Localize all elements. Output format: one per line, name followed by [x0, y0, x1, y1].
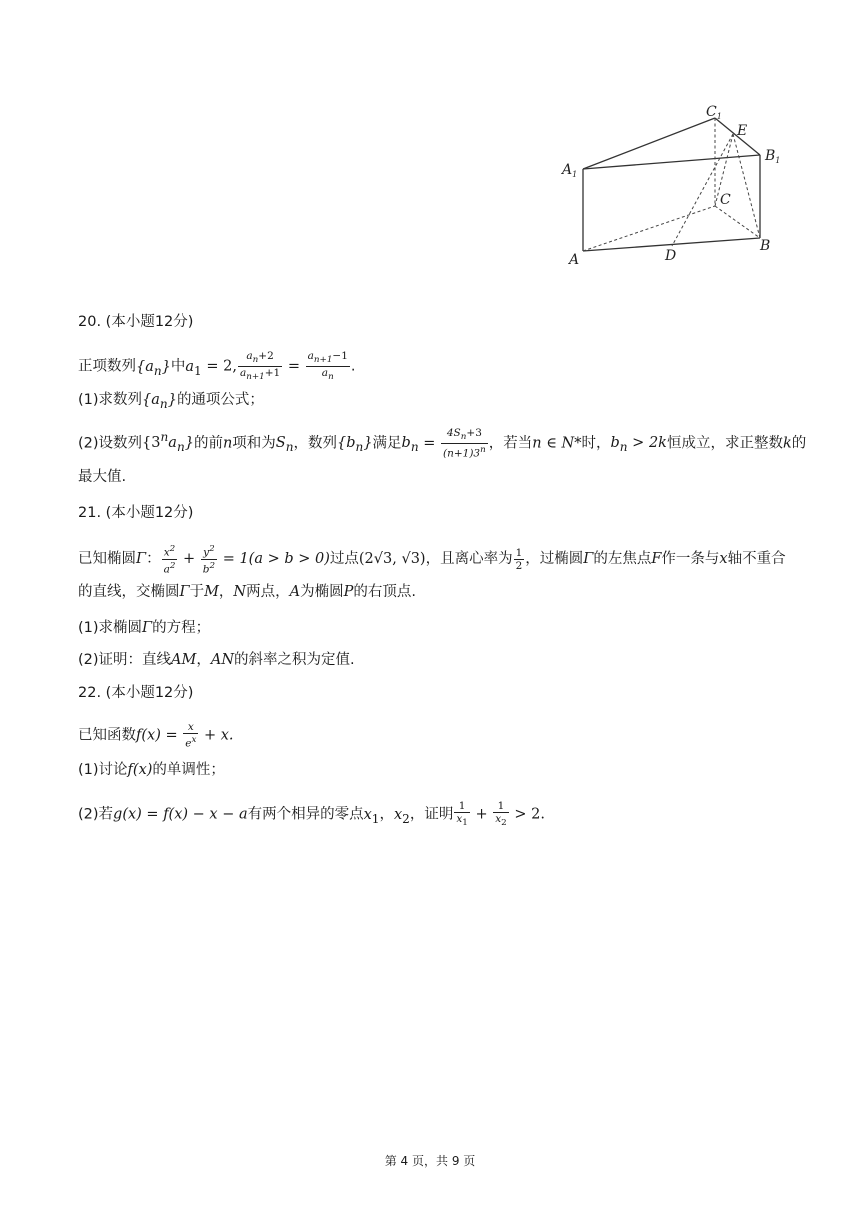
label-A1: $A_1$ [562, 162, 578, 179]
label-C: C [720, 192, 731, 208]
edge-A1C1 [583, 118, 715, 169]
q22-stem: 已知函数f(x) = $\frac{x}{e^x}$ + x. [78, 721, 234, 750]
q20-frac-left: $\frac{a_n+2}{a_{n+1}+1}$ [239, 350, 281, 383]
q21-part1: (1)求椭圆Γ的方程； [78, 620, 211, 636]
q21-stem-cont: 的直线，交椭圆Γ于M，N两点，A为椭圆P的右顶点. [78, 584, 416, 600]
q22-part2: (2)若g(x) = f(x) − x − a有两个相异的零点$x_1$，$x_2$，证明 $\frac{1}{x_1}$ + $\frac{1}{x_2}$ > 2. [78, 800, 545, 829]
prism-figure [555, 98, 795, 278]
label-B1: $B_1$ [765, 148, 781, 165]
segment-EB [733, 134, 760, 238]
q22-part1: (1)讨论f(x)的单调性； [78, 762, 225, 778]
label-B: B [760, 238, 771, 254]
label-C1: $C_1$ [706, 104, 722, 121]
q20-header: 20. (本小题12分) [78, 314, 194, 330]
segment-ED [672, 134, 733, 246]
q21-stem: 已知椭圆Γ： $\frac{x^2}{a^2}$ + $\frac{y^2}{b^2}$ = 1(a > b > 0)过点(2√3, √3)，且离心率为 $\frac{1}{2}$ ，过椭圆Γ的左焦点F作一条与x轴不重合 [78, 544, 786, 575]
label-A: A [569, 252, 580, 268]
page-footer: 第 4 页，共 9 页 [384, 1154, 476, 1168]
q22-header: 22. (本小题12分) [78, 685, 194, 701]
edge-AC [583, 206, 715, 251]
label-D: D [665, 248, 677, 264]
q21-part2: (2)证明：直线AM，AN的斜率之积为定值. [78, 652, 355, 668]
q21-header: 21. (本小题12分) [78, 505, 194, 521]
q20-part1: (1)求数列$\{a_n\}$的通项公式； [78, 392, 264, 411]
q20-part2-cont: 最大值. [78, 469, 127, 485]
q20-frac-right: $\frac{a_{n+1}-1}{a_n}$ [307, 350, 348, 383]
label-E: E [737, 123, 748, 139]
q20-frac-bn: $\frac{4S_n+3}{(n+1)3^n}$ [443, 427, 486, 460]
q20-part2: (2)设数列$\{3^na_n\}$的前n项和为$S_n$，数列$\{b_n\}$满足$b_n$ = $\frac{4S_n+3}{(n+1)3^n}$ ，若当n ∈ N*时，$b_n > 2k$恒成立，求正整数k的 [78, 427, 807, 460]
q20-stem: 正项数列$\{a_n\}$中$a_1 = 2$, $\frac{a_n+2}{a_{n+1}+1}$ = $\frac{a_{n+1}-1}{a_n}$ . [78, 350, 356, 383]
edge-A1B1 [583, 155, 760, 169]
